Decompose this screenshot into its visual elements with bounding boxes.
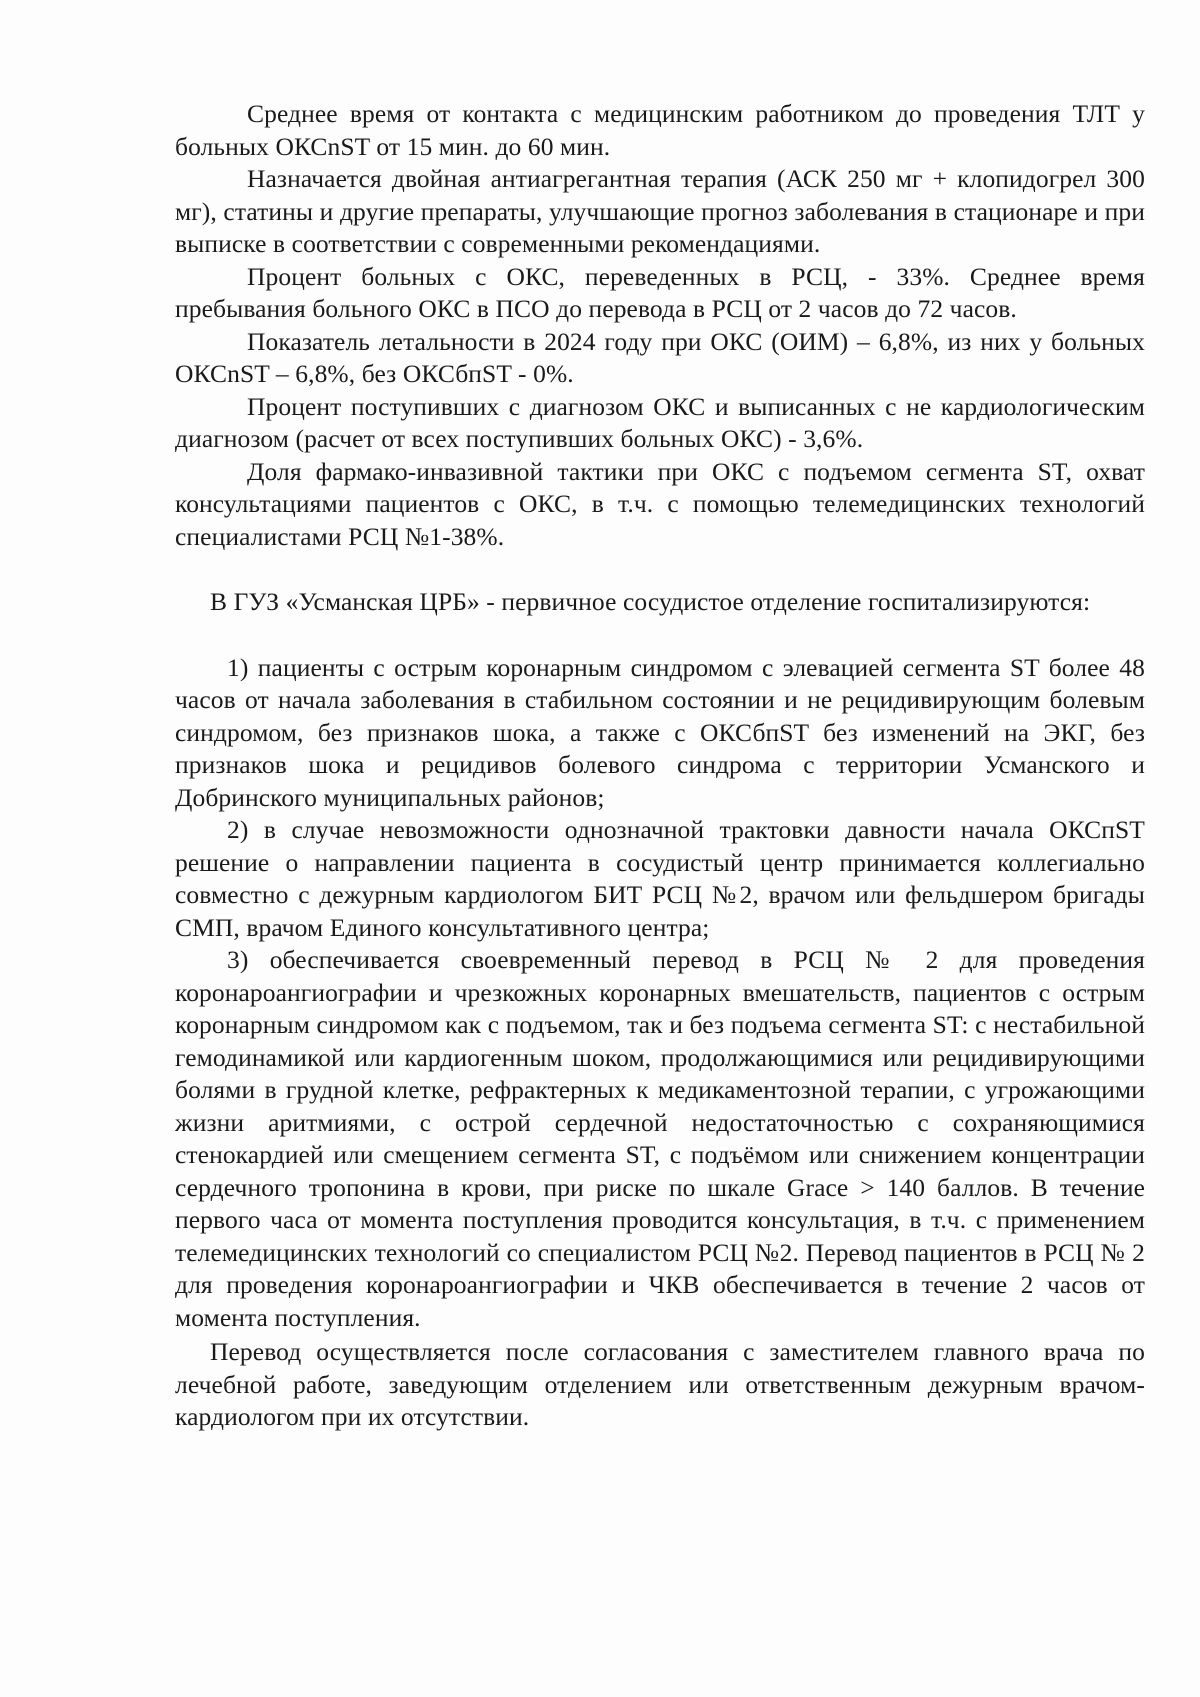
paragraph-tlt-time: Среднее время от контакта с медицинским работником до проведения ТЛТ у больных ОКСnST от 15 мин. до 60 мин. (175, 99, 1145, 161)
section-intro: В ГУЗ «Усманская ЦРБ» - первичное сосудистое отделение госпитализируются: (210, 587, 1091, 616)
list-item-2: 2) в случае невозможности однозначной трактовки давности начала ОКСпST решение о направлении пациента в сосудистый центр принимается коллегиально совместно с дежурным кардиологом БИТ РСЦ №2, врачом или фельдшером бригады СМП, врачом Единого консультативного центра; (175, 815, 1145, 942)
list-item-3: 3) обеспечивается своевременный перевод в РСЦ № 2 для проведения коронароангиографии и чрезкожных коронарных вмешательств, пациентов с острым коронарным синдромом как с подъемом, так и без подъема сегмента ST: с нестабильной гемодинамикой или кардиогенным шоком, продолжающимися или рецидивирующими болями в грудной клетке, рефрактерных к медикаментозной терапии, с угрожающими жизни аритмиями, с острой сердечной недостаточностью с сохраняющимися стенокардией или смещением сегмента ST, с подъёмом или снижением концентрации сердечного тропонина в крови, при риске по шкале Grace > 140 баллов. В течение первого часа от момента поступления проводится консультация, в т.ч. с применением телемедицинских технологий со специалистом РСЦ №2. Перевод пациентов в РСЦ № 2 для проведения коронароангиографии и ЧКВ обеспечивается в течение 2 часов от момента поступления. (175, 945, 1145, 1332)
document-body (175, 98, 1145, 1434)
paragraph-transfer-percent: Процент больных с ОКС, переведенных в РСЦ, - 33%. Среднее время пребывания больного ОКС в ПСО до перевода в РСЦ от 2 часов до 72 часов. (175, 261, 1145, 323)
list-item-1: 1) пациенты с острым коронарным синдромом с элевацией сегмента ST более 48 часов от начала заболевания в стабильном состоянии и не рецидивирующим болевым синдромом, без признаков шока, а также с ОКСбпST без изменений на ЭКГ, без признаков шока и рецидивов болевого синдрома с территории Усманского и Добринского муниципальных районов; (175, 652, 1145, 812)
section-spacer (175, 553, 1145, 586)
list-spacer (175, 619, 1145, 652)
paragraph-pharmaco-invasive: Доля фармако-инвазивной тактики при ОКС с подъемом сегмента ST, охват консультациями пациентов с ОКС, в т.ч. с помощью телемедицинских технологий специалистами РСЦ №1-38%. (175, 456, 1145, 551)
paragraph-non-cardiac-diagnosis: Процент поступивших с диагнозом ОКС и выписанных с не кардиологическим диагнозом (расчет от всех поступивших больных ОКС) - 3,6%. (175, 391, 1145, 453)
closing-paragraph: Перевод осуществляется после согласования с заместителем главного врача по лечебной работе, заведующим отделением или ответственным дежурным врачом-кардиологом при их отсутствии. (175, 1337, 1145, 1431)
paragraph-antiplatelet-therapy: Назначается двойная антиагрегантная терапия (АСК 250 мг + клопидогрел 300 мг), статины и другие препараты, улучшающие прогноз заболевания в стационаре и при выписке в соответствии с современными рекомендациями. (175, 164, 1145, 258)
paragraph-mortality: Показатель летальности в 2024 году при ОКС (ОИМ) – 6,8%, из них у больных ОКСnST – 6,8%, без ОКСбпST - 0%. (175, 326, 1145, 388)
